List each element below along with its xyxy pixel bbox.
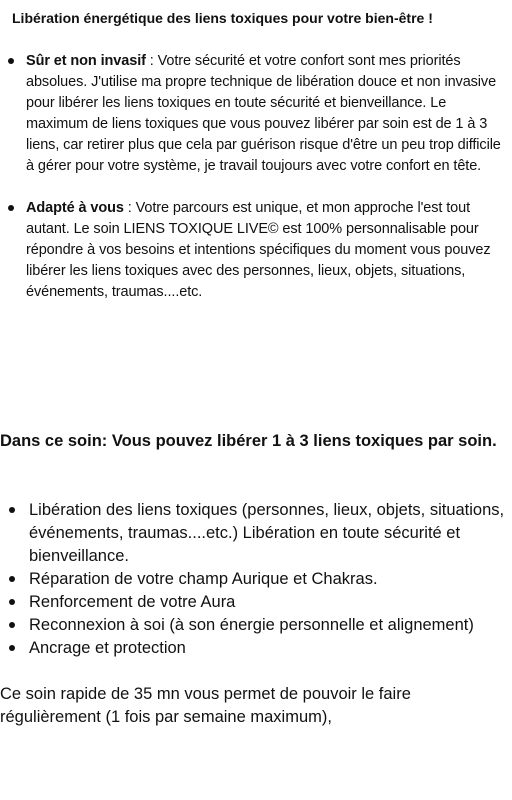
care-list <box>0 499 512 660</box>
care-item: Libération des liens toxiques (personnes, lieux, objets, situations, événements, traumas....etc.) Libération en toute sécurité et bienveillance. <box>0 499 512 568</box>
care-item: Renforcement de votre Aura <box>0 591 512 614</box>
care-item: Reconnexion à soi (à son énergie personnelle et alignement) <box>0 614 512 637</box>
feature-list <box>0 51 512 303</box>
feature-heading: Adapté à vous <box>26 200 124 216</box>
closing-paragraph: Ce soin rapide de 35 mn vous permet de pouvoir le faire régulièrement (1 fois par semaine maximum), <box>0 685 411 726</box>
feature-item-safe <box>0 51 512 177</box>
feature-text: : Votre sécurité et votre confort sont mes priorités absolues. J'utilise ma propre technique de libération douce et non invasive pour libérer les liens toxiques en toute sécurité et bienveillance. Le maximum de liens toxiques que vous pouvez libérer par soin est de 1 à 3 liens, car retirer plus que cela par guérison risque d'être un peu trop difficile à gérer pour votre système, je travail toujours avec votre confort en tête. <box>26 53 501 174</box>
care-item: Ancrage et protection <box>0 637 512 660</box>
page-title: Libération énergétique des liens toxiques pour votre bien-être ! <box>12 10 433 26</box>
care-heading: Dans ce soin: Vous pouvez libérer 1 à 3 liens toxiques par soin. <box>0 432 497 450</box>
feature-item-adapted <box>0 198 512 303</box>
feature-text: : Votre parcours est unique, et mon approche l'est tout autant. Le soin LIENS TOXIQUE LIVE© est 100% personnalisable pour répondre à vos besoins et intentions spécifiques du moment vous pouvez libérer les liens toxiques avec des personnes, lieux, objets, situations, événements, traumas....etc. <box>26 200 491 300</box>
feature-heading: Sûr et non invasif <box>26 53 146 69</box>
care-item: Réparation de votre champ Aurique et Chakras. <box>0 568 512 591</box>
